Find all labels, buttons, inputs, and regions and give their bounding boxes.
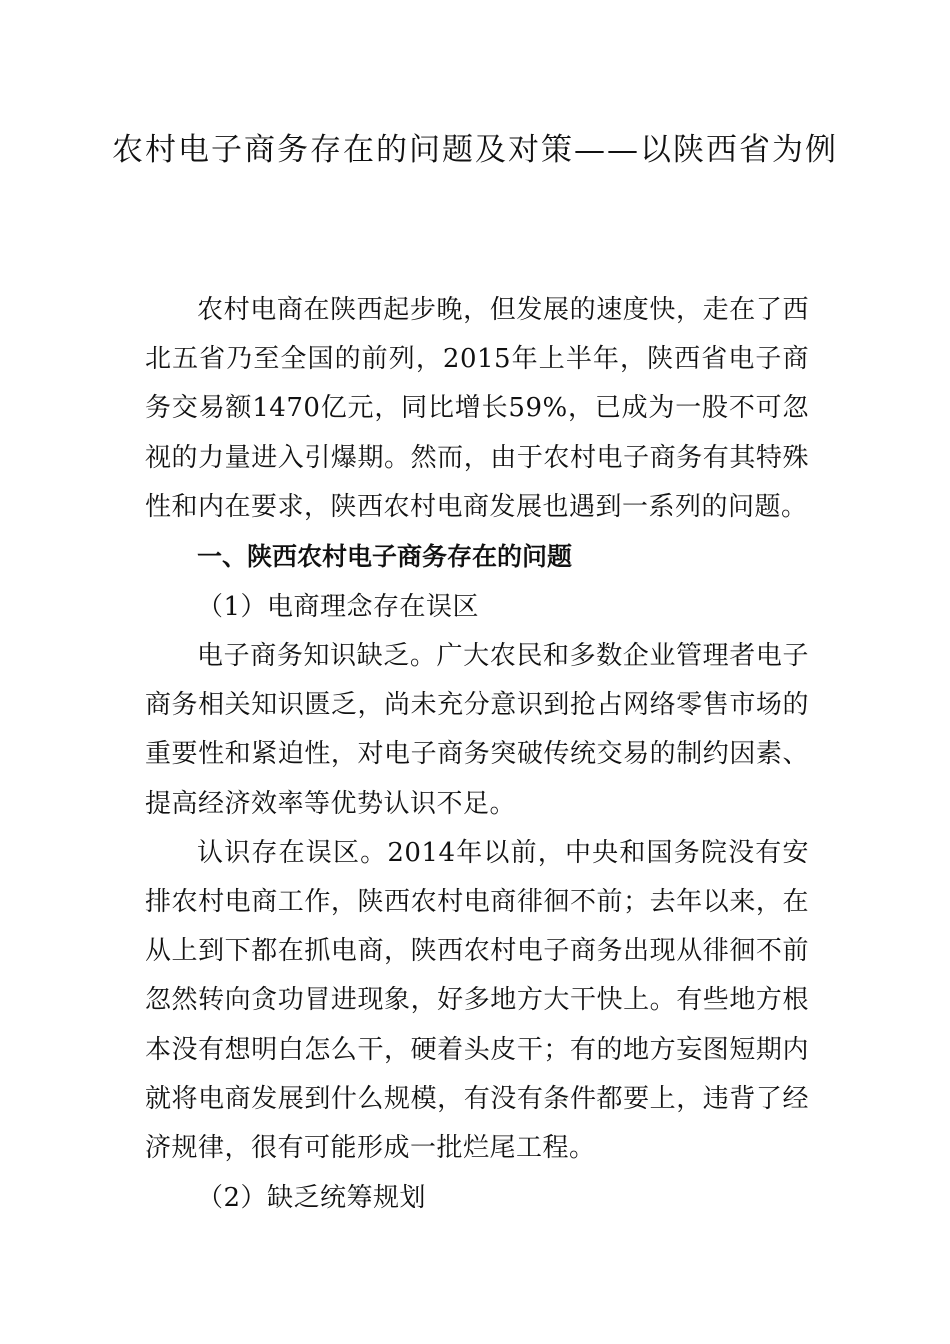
paragraph-knowledge-lacking: 电子商务知识缺乏。广大农民和多数企业管理者电子商务相关知识匮乏，尚未充分意识到抢占网络零售市场的重要性和紧迫性，对电子商务突破传统交易的制约因素、提高经济效率等优势认识不足。 (145, 641, 809, 819)
document-body (145, 286, 809, 1223)
intro-paragraph: 农村电商在陕西起步晚，但发展的速度快，走在了西北五省乃至全国的前列，2015年上半年，陕西省电子商务交易额1470亿元，同比增长59%，已成为一股不可忽视的力量进入引爆期。然而，由于农村电子商务有其特殊性和内在要求，陕西农村电商发展也遇到一系列的问题。 (145, 295, 809, 522)
subheading-lack-of-planning: （2）缺乏统筹规划 (197, 1183, 427, 1214)
section-heading-problems: 一、陕西农村电子商务存在的问题 (197, 542, 573, 572)
paragraph-misunderstanding: 认识存在误区。2014年以前，中央和国务院没有安排农村电商工作，陕西农村电商徘徊不前；去年以来，在从上到下都在抓电商，陕西农村电子商务出现从徘徊不前忽然转向贪功冒进现象，好多地方大干快上。有些地方根本没有想明白怎么干，硬着头皮干；有的地方妄图短期内就将电商发展到什么规模，有没有条件都要上，违背了经济规律，很有可能形成一批烂尾工程。 (145, 837, 809, 1164)
subheading-concept-misunderstanding: （1）电商理念存在误区 (197, 592, 480, 623)
document-title: 农村电子商务存在的问题及对策——以陕西省为例 (112, 132, 838, 168)
